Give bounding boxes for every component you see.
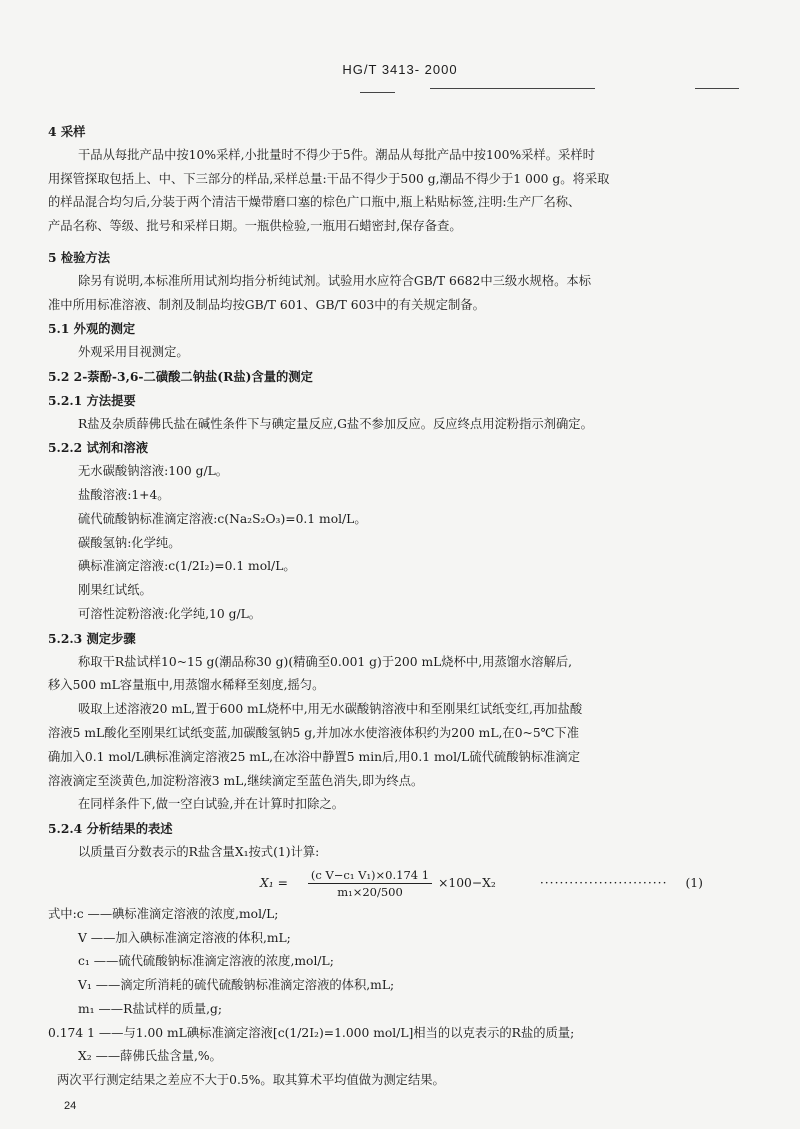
formula-tail: ×100−X₂ [438, 875, 496, 890]
procedure-line: 确加入0.1 mol/L碘标准滴定溶液25 mL,在冰浴中静置5 min后,用0.1 mol/L硫代硫酸钠标准滴定 [48, 749, 581, 764]
header-rule-right [430, 88, 595, 89]
section-4-line-3: 的样品混合均匀后,分装于两个清洁干燥带磨口塞的棕色广口瓶中,瓶上粘贴标签,注明:生产厂名称、 [48, 195, 581, 210]
formula-denominator: m₁×20/500 [337, 885, 403, 900]
reagent-item: 盐酸溶液:1+4。 [78, 487, 170, 502]
legend-line: V₁ ——滴定所消耗的硫代硫酸钠标准滴定溶液的体积,mL; [78, 978, 395, 993]
section-5-line-1: 除另有说明,本标准所用试剂均指分析纯试剂。试验用水应符合GB/T 6682中三级水规格。本标 [78, 273, 592, 288]
procedure-line: 溶液滴定至淡黄色,加淀粉溶液3 mL,继续滴定至蓝色消失,即为终点。 [48, 773, 424, 788]
legend-line: V ——加入碘标准滴定溶液的体积,mL; [78, 930, 291, 945]
formula-fraction [308, 867, 432, 900]
procedure-line: 溶液5 mL酸化至刚果红试纸变蓝,加碳酸氢钠5 g,并加冰水使溶液体积约为200 mL,在0~5℃下准 [48, 725, 580, 740]
legend-line: X₂ ——薛佛氏盐含量,%。 [78, 1049, 222, 1064]
procedure-line: 称取干R盐试样10~15 g(潮品称30 g)(精确至0.001 g)于200 mL烧杯中,用蒸馏水溶解后, [78, 654, 573, 669]
document-body [48, 120, 738, 1093]
legend-line: 0.174 1 ——与1.00 mL碘标准滴定溶液[c(1/2I₂)=1.000 mol/L]相当的以克表示的R盐的质量; [48, 1025, 575, 1040]
formula-lhs: X₁ [260, 875, 274, 890]
section-4-line-2: 用探管探取包括上、中、下三部分的样品,采样总量:干品不得少于500 g,潮品不得少于1 000 g。将采取 [48, 171, 610, 186]
procedure-line: 吸取上述溶液20 mL,置于600 mL烧杯中,用无水碳酸钠溶液中和至刚果红试纸变红,再加盐酸 [78, 702, 583, 717]
section-5-2-3-title: 5.2.3 测定步骤 [48, 630, 136, 646]
legend-line: c₁ ——硫代硫酸钠标准滴定溶液的浓度,mol/L; [78, 954, 334, 969]
section-5-2-1-text: R盐及杂质薛佛氏盐在碱性条件下与碘定量反应,G盐不参加反应。反应终点用淀粉指示剂确定。 [78, 416, 593, 431]
standard-code: HG/T 3413- 2000 [342, 62, 458, 77]
section-5-2-title: 5.2 2-萘酚-3,6-二磺酸二钠盐(R盐)含量的测定 [48, 368, 313, 384]
section-5-1-text: 外观采用目视测定。 [78, 345, 189, 360]
section-4-title: 4 采样 [48, 124, 86, 139]
section-5-2-1-title: 5.2.1 方法提要 [48, 392, 136, 408]
formula-intro: 以质量百分数表示的R盐含量X₁按式(1)计算: [78, 844, 320, 859]
section-4-line-1: 干品从每批产品中按10%采样,小批量时不得少于5件。潮品从每批产品中按100%采样。采样时 [78, 147, 595, 162]
section-5-line-2: 准中所用标准溶液、制剂及制品均按GB/T 601、GB/T 603中的有关规定制备。 [48, 297, 485, 312]
formula-numerator: (c V−c₁ V₁)×0.174 1 [308, 867, 432, 884]
header-rule-far-right [695, 88, 739, 89]
section-5-title: 5 检验方法 [48, 249, 111, 265]
reagent-item: 碳酸氢钠:化学纯。 [78, 535, 181, 550]
legend-line: 式中:c ——碘标准滴定溶液的浓度,mol/L; [48, 906, 279, 921]
section-5-2-2-title: 5.2.2 试剂和溶液 [48, 440, 148, 456]
section-5-2-4-title: 5.2.4 分析结果的表述 [48, 821, 173, 837]
section-5-1-title: 5.1 外观的测定 [48, 321, 136, 337]
reagent-item: 碘标准滴定溶液:c(1/2I₂)=0.1 mol/L。 [78, 559, 296, 574]
formula-leader-dots: ·························· [539, 875, 668, 890]
conclusion-line: 两次平行测定结果之差应不大于0.5%。取其算术平均值做为测定结果。 [57, 1073, 445, 1088]
procedure-line: 移入500 mL容量瓶中,用蒸馏水稀释至刻度,摇匀。 [48, 678, 325, 693]
reagent-item: 可溶性淀粉溶液:化学纯,10 g/L。 [78, 606, 262, 621]
reagent-item: 无水碳酸钠溶液:100 g/L。 [78, 464, 229, 479]
header-rule-left [360, 92, 395, 93]
section-4-line-4: 产品名称、等级、批号和采样日期。一瓶供检验,一瓶用石蜡密封,保存备查。 [48, 219, 462, 234]
reagent-item: 刚果红试纸。 [78, 583, 152, 598]
formula-number: (1) [685, 875, 703, 890]
formula-1 [48, 865, 738, 903]
page-header [0, 62, 800, 77]
formula-equals-sign: = [273, 875, 288, 890]
page-number: 24 [64, 1100, 77, 1112]
reagent-item: 硫代硫酸钠标准滴定溶液:c(Na₂S₂O₃)=0.1 mol/L。 [78, 511, 367, 526]
legend-line: m₁ ——R盐试样的质量,g; [78, 1001, 223, 1016]
procedure-line: 在同样条件下,做一空白试验,并在计算时扣除之。 [78, 797, 345, 812]
